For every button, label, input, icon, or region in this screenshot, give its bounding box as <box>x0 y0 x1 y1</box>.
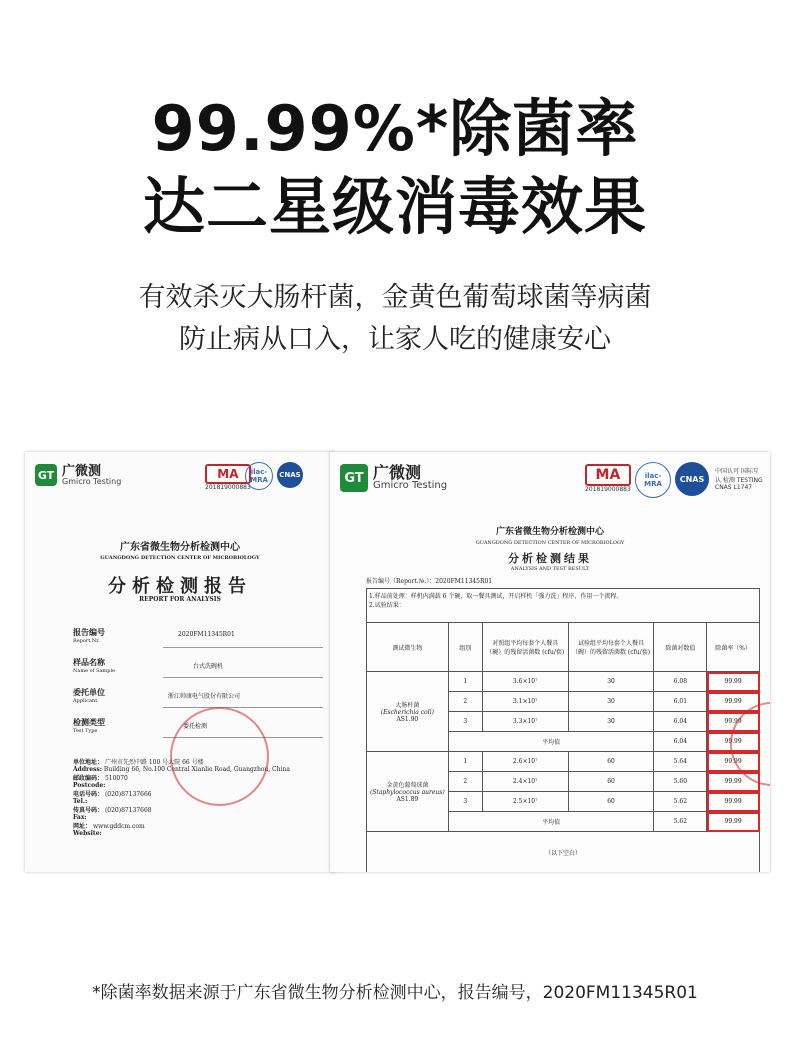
rate-cell: 99.99 <box>707 732 760 752</box>
cnas-icon: CNAS <box>277 462 303 488</box>
ma-badge <box>585 464 631 493</box>
report-title: 分析检测报告 <box>108 576 252 597</box>
ilac-icon: ilac-MRA <box>245 462 273 490</box>
table-row: 2 2.4×10⁷ 60 5.60 99.99 <box>367 772 760 792</box>
report-results <box>330 452 770 872</box>
table-row: 大肠杆菌 (Escherichia coli) AS1.90 1 3.6×10⁷ 30 6.08 99.99 <box>367 672 760 692</box>
header-test: 试验组平均每套个人餐具（碗）的残留活菌数 (cfu/套) <box>568 623 654 672</box>
table-row: 2 3.1×10⁷ 30 6.01 99.99 <box>367 692 760 712</box>
field-applicant: 委托单位 Applicant 浙江帅康电气股份有限公司 <box>73 687 323 704</box>
org-name: 广东省微生物分析检测中心 <box>495 527 604 537</box>
report-cover <box>25 452 335 872</box>
headline-line-2: 达二星级消毒效果 <box>142 170 647 243</box>
field-sample-name: 样品名称 Name of Sample 台式洗碗机 <box>73 657 323 674</box>
table-row: 金黄色葡萄球菌 (Staphylococcus aureus) AS1.89 1 2.6×10⁷ 60 5.64 99.99 <box>367 752 760 772</box>
ma-icon: MA <box>205 464 251 484</box>
rate-cell: 99.99 <box>707 792 760 812</box>
rate-cell: 99.99 <box>707 672 760 692</box>
field-test-type: 检测类型 Test Type 委托检测 <box>73 717 323 734</box>
table-header-row <box>367 623 760 672</box>
table-row: 3 3.3×10⁷ 30 6.04 99.99 <box>367 712 760 732</box>
notes-box <box>366 588 760 622</box>
header-group: 组别 <box>448 623 482 672</box>
results-title: 分析检测结果 <box>508 552 592 565</box>
org-name-en: GUANGDONG DETECTION CENTER OF MICROBIOLOGY <box>475 540 625 546</box>
certificate-area <box>25 452 770 872</box>
gmicro-logo-icon: GT <box>35 464 57 486</box>
gmicro-logo-icon: GT <box>340 464 368 492</box>
official-stamp <box>170 707 269 806</box>
header-log: 除菌对数值 <box>654 623 707 672</box>
headline-line-1: 99.99%*除菌率 <box>151 92 639 165</box>
org-name-en: GUANGDONG DETECTION CENTER OF MICROBIOLOGY <box>100 555 260 561</box>
ma-icon: MA <box>585 464 631 486</box>
cnas-text: 中国认可 国际互认 检测 TESTING CNAS L1747 <box>715 468 763 491</box>
table-blank-row: （以下空白） <box>367 832 760 873</box>
header-organism: 测试微生物 <box>367 623 449 672</box>
organism-cell: 大肠杆菌 (Escherichia coli) AS1.90 <box>367 672 449 752</box>
results-title-en: ANALYSIS AND TEST RESULT <box>510 566 590 572</box>
organism-cell: 金黄色葡萄球菌 (Staphylococcus aureus) AS1.89 <box>367 752 449 832</box>
rate-cell: 99.99 <box>707 812 760 832</box>
logo-en: Gmicro Testing <box>373 480 448 491</box>
subtitle-line-1: 有效杀灭大肠杆菌，金黄色葡萄球菌等病菌 <box>138 282 652 313</box>
header-control: 对照组平均每套个人餐具（碗）的残留活菌数 (cfu/套) <box>482 623 568 672</box>
logo-cn: 广微测 <box>62 463 102 479</box>
rate-cell: 99.99 <box>707 712 760 732</box>
field-report-no: 报告编号 Report Nr. 2020FM11345R01 <box>73 627 323 644</box>
ilac-icon: ilac-MRA <box>635 462 671 498</box>
table-avg-row: 平均值 6.04 99.99 <box>367 732 760 752</box>
report-title-en: REPORT FOR ANALYSIS <box>139 596 221 603</box>
logo-en: Gmicro Testing <box>62 476 122 486</box>
rate-cell: 99.99 <box>707 692 760 712</box>
note-pretreatment: 1.样品前处理：样机内满载 6 个碗，取一餐具测试，开启样机「强力洗」程序，作用一个流程。 <box>369 593 623 600</box>
cnas-icon: CNAS <box>675 462 709 496</box>
subtitle-line-2: 防止病从口入，让家人吃的健康安心 <box>179 324 611 355</box>
org-name: 广东省微生物分析检测中心 <box>120 542 240 553</box>
results-table <box>366 622 760 872</box>
logo-cn: 广微测 <box>373 463 422 482</box>
gmicro-logo <box>340 464 447 492</box>
ma-number: 201819000883 <box>205 484 251 491</box>
note-results: 2.试验结果： <box>369 602 405 609</box>
ma-badge <box>205 464 251 491</box>
table-avg-row: 平均值 5.62 99.99 <box>367 812 760 832</box>
table-row: 3 2.5×10⁷ 60 5.62 99.99 <box>367 792 760 812</box>
rate-cell: 99.99 <box>707 772 760 792</box>
source-footnote: *除菌率数据来源于广东省微生物分析检测中心，报告编号，2020FM11345R01 <box>92 983 698 1003</box>
ma-number: 201819000883 <box>585 486 631 493</box>
header-rate: 除菌率（%） <box>707 623 760 672</box>
rate-cell: 99.99 <box>707 752 760 772</box>
report-number: 报告编号（Report.№.）：2020FM11345R01 <box>366 578 493 585</box>
gmicro-logo <box>35 464 121 486</box>
address-block: 单位地址： 广州市先烈中路 100 号大院 66 号楼 Address: Building 66, No.100 Central Xianlie Road, Guangzhou, China 邮政编码： 510070 Postcode: 电话号码： (020)87137666 Tel.: 传真号码： (020)87137668 Fax: 网址： www.gddcm.com Website: <box>73 759 290 837</box>
